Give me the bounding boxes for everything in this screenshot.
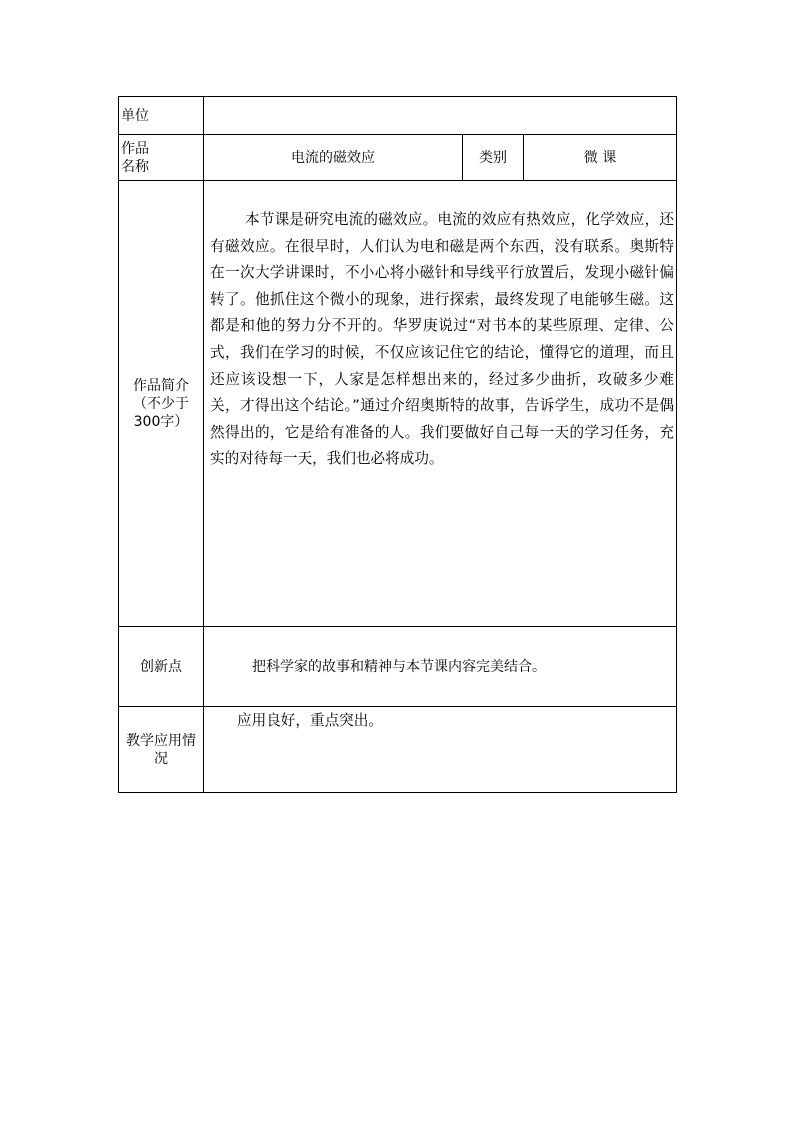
title-label-line2: 名称 bbox=[121, 158, 149, 175]
title-value: 电流的磁效应 bbox=[204, 135, 463, 181]
unit-value bbox=[204, 97, 677, 135]
intro-label-line1: 作品简介 bbox=[133, 377, 189, 394]
application-text: 应用良好，重点突出。 bbox=[237, 712, 383, 729]
work-info-table bbox=[118, 96, 677, 793]
intro-row bbox=[119, 181, 677, 627]
innovation-text: 把科学家的故事和精神与本节课内容完美结合。 bbox=[204, 627, 677, 707]
title-label-line1: 作品 bbox=[121, 140, 149, 157]
application-label: 教学应用情况 bbox=[126, 732, 196, 767]
innovation-label: 创新点 bbox=[119, 627, 204, 707]
innovation-row bbox=[119, 627, 677, 707]
intro-label-line3: 300字） bbox=[133, 413, 189, 430]
title-label bbox=[119, 135, 204, 181]
category-value: 微 课 bbox=[524, 135, 677, 181]
intro-label-line2: （不少于 bbox=[133, 395, 189, 412]
application-cell bbox=[204, 707, 677, 793]
intro-cell bbox=[204, 181, 677, 627]
application-label-cell bbox=[119, 707, 204, 793]
title-row bbox=[119, 135, 677, 181]
intro-label bbox=[119, 181, 204, 627]
intro-text: 本节课是研究电流的磁效应。电流的效应有热效应，化学效应，还有磁效应。在很早时，人们认为电和磁是两个东西，没有联系。奥斯特在一次大学讲课时，不小心将小磁针和导线平行放置后，发现小磁针偏转了。他抓住这个微小的现象，进行探索，最终发现了电能够生磁。这都是和他的努力分不开的。华罗庚说过“对书本的某些原理、定律、公式，我们在学习的时候，不仅应该记住它的结论，懂得它的道理，而且还应该设想一下，人家是怎样想出来的，经过多少曲折，攻破多少难关，才得出这个结论。”通过介绍奥斯特的故事，告诉学生，成功不是偶然得出的，它是给有准备的人。我们要做好自己每一天的学习任务，充实的对待每一天，我们也必将成功。 bbox=[210, 211, 675, 468]
category-label: 类别 bbox=[463, 135, 524, 181]
unit-label: 单位 bbox=[119, 97, 204, 135]
application-row bbox=[119, 707, 677, 793]
unit-row bbox=[119, 97, 677, 135]
